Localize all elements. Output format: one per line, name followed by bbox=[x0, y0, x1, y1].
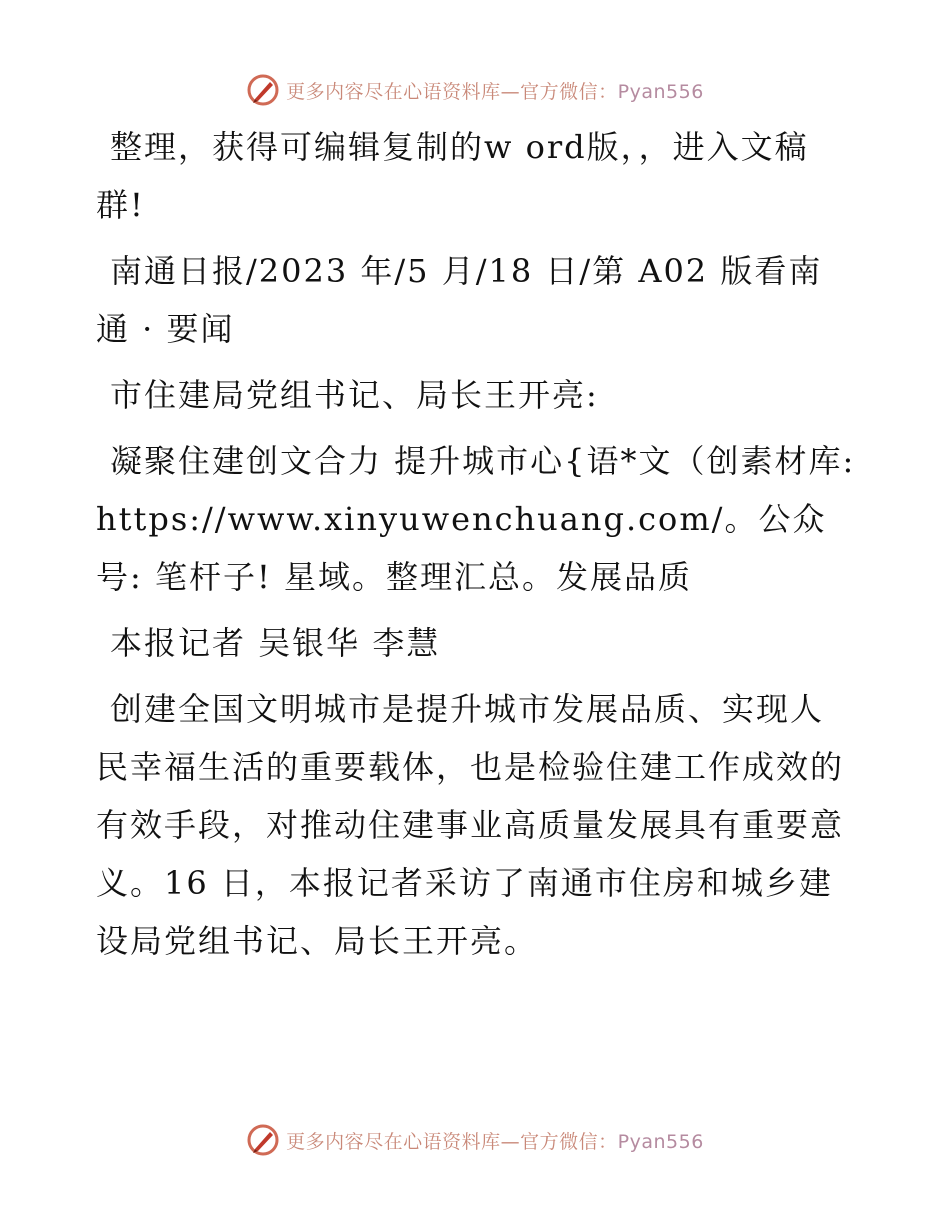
header-wechat-id: Pyan556 bbox=[617, 80, 704, 103]
byline: 本报记者 吴银华 李慧 bbox=[110, 624, 441, 662]
footer-banner-label: 更多内容尽在心语资料库—官方微信： bbox=[286, 1130, 618, 1153]
document-body bbox=[96, 118, 856, 978]
intro-paragraph: 整理，获得可编辑复制的w ord版，，进入文稿群! bbox=[96, 128, 809, 224]
header-banner bbox=[0, 70, 950, 110]
footer-banner-text bbox=[286, 1127, 704, 1154]
title-line-1: 市住建局党组书记、局长王开亮: bbox=[110, 376, 599, 414]
header-banner-text bbox=[286, 77, 704, 104]
quill-pen-logo-icon bbox=[246, 1123, 280, 1157]
title-line-2: 凝聚住建创文合力 提升城市心{语*文（创素材库: https://www.xinyuwenchuang.com/。公众号: 笔杆子! 星域。整理汇总。发展品质 bbox=[96, 442, 856, 596]
source-line: 南通日报/2023 年/5 月/18 日/第 A02 版看南通 · 要闻 bbox=[96, 252, 823, 348]
header-banner-label: 更多内容尽在心语资料库—官方微信： bbox=[286, 80, 618, 103]
footer-wechat-id: Pyan556 bbox=[617, 1130, 704, 1153]
quill-pen-logo-icon bbox=[246, 73, 280, 107]
body-paragraph: 创建全国文明城市是提升城市发展品质、实现人民幸福生活的重要载体，也是检验住建工作成效的有效手段，对推动住建事业高质量发展具有重要意义。16 日，本报记者采访了南通市住房和城乡建设局党组书记、局长王开亮。 bbox=[96, 690, 845, 960]
footer-banner bbox=[0, 1120, 950, 1160]
